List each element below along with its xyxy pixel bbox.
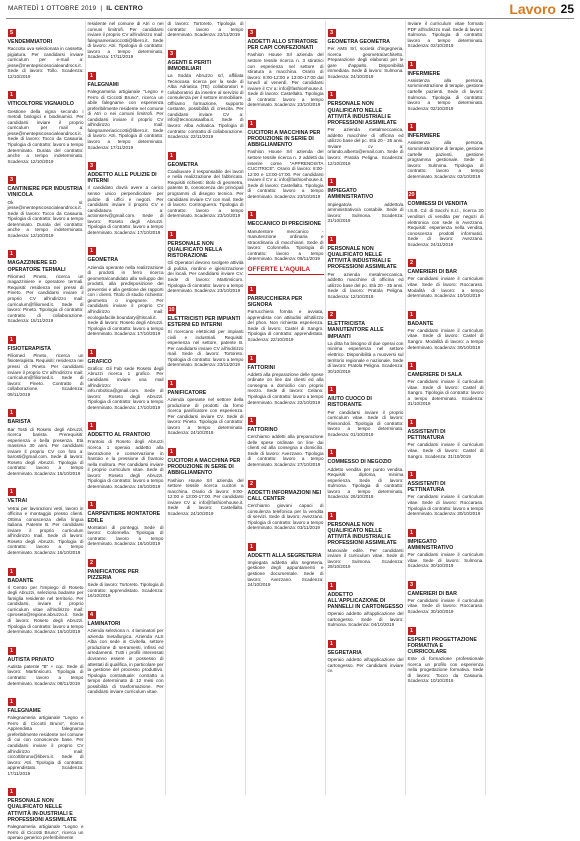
- listing-body: Fashion House Srl azienda del settore tessile ricerca n. 3 stiratrici con esperienza nel settore di stiratura a macchina. Orario di lavoro: 8:00-12:00 e 13:00-17:00 dal lunedì al venerdì. Per candidarsi inviare il CV a: info@fashionhouse.it. Sede di lavoro: Castellalto. Tipologia di contratto: lavoro a tempo determinato. Scadenza: 23/10/2019: [247, 52, 324, 108]
- listing-title: MAGAZZINIERE ED OPERATORE TERMALI: [7, 260, 66, 273]
- listing-body: residente nel comune di Atri o nei comuni limitrofi. Per candidarsi inviare il proprio CV all'indirizzo mail: falegnameriaciccotti@libero.it. Sede di lavoro: Atri. Tipologia di contratto: lavoro a tempo determinato. Scadenza: 17/11/2019: [87, 21, 164, 60]
- listing-title: MECCANICO DI PRECISIONE: [247, 221, 322, 228]
- listing-title: PERSONALE NON QUALIFICATO NELLE ATTIVITÀ IN-DUSTRIALI E PROFESSIONI ASSIMILATE: [7, 798, 77, 823]
- listing-title: ELETTRICISTI PER IMPIANTI ESTERNI ED INTERNI: [167, 315, 241, 328]
- job-listing: [8, 168, 84, 238]
- listing-title: FALEGNAMI: [87, 81, 119, 88]
- job-listing: [168, 144, 244, 219]
- listing-body: Raccolta uva selezionata in cassette, pigiatura. Per candidarsi inviare curriculum per e-mail a: jesse@mentepsicosocialeandrocs.it. Sede di lavoro: Tollo. Scadenza: 12/10/2019: [7, 46, 84, 79]
- listing-columns: [6, 21, 574, 841]
- listing-body: Per AMS Srl, società d'ingegneria, ricerca geometra/architetto. Preparazione degli elaborati per le gare d'appalto. Disponibilità immediata. Sede di lavoro: Sulmona. Scadenza: 24/10/2019: [327, 46, 404, 79]
- listing-title: INFERMIERE: [407, 70, 441, 77]
- listing-count: 1: [328, 236, 336, 244]
- job-listing: [408, 463, 484, 517]
- listing-count: 3: [8, 176, 16, 184]
- listing-count: 1: [328, 640, 336, 648]
- job-listing: [8, 83, 84, 164]
- listing-body: Montatori di ponteggi. Sede di lavoro: Colonnella. Tipologia di contratto: lavoro a tempo determinato. Scadenza: 16/10/2019: [87, 524, 164, 547]
- listing-title: FISIOTERAPISTA: [7, 345, 51, 352]
- listing-body: Falegnameria artigianale "Legno e Ferro di Ciccotti Bruno", ricerca un operaio generico preferibilmente: [7, 824, 84, 841]
- listing-count: 1: [88, 72, 96, 80]
- job-listing: [328, 504, 404, 570]
- listing-body: Fashion House Srl azienda del settore tessile ricerca cucitori a macchina. Orario di lavoro: 8:00-12:00 e 13:00-17:00. Per candidarsi inviare CV a: info@fashionhouse.it. Sede di lavoro: Castellalto. Scadenza: 24/10/2019: [167, 477, 244, 516]
- listing-title: ADDETTO ALL'APPLICAZIONE DI PANNELLI IN CARTONGESSO: [327, 591, 404, 611]
- listing-title: GRAFICO: [87, 358, 112, 365]
- column-3: [166, 21, 246, 795]
- listing-count: 1: [8, 788, 16, 796]
- listing-title: FALEGNAME: [7, 708, 41, 715]
- listing-body: Autista patente "B" + cqc. Sede di lavoro: Martinsicuro. Tipologia di contratto: lavoro a tempo determinato. Scadenza: 08/11/2019: [7, 663, 84, 686]
- listing-count: 1: [408, 471, 416, 479]
- job-listing: [248, 203, 324, 261]
- job-listing: [168, 21, 244, 38]
- listing-title: PANIFICATORE: [167, 389, 207, 396]
- listing-title: AUTISTA PRIVATO: [7, 656, 54, 663]
- listing-count: 1: [328, 386, 336, 394]
- listing-body: Sede di lavoro: Tortoreto. Tipologia di contratto: apprendistato. Scadenza: 16/10/2019: [87, 582, 164, 599]
- listing-body: Per candidarsi inviare il curriculum vitae. Sede di lavoro: Castel di Sangro. Modalità di lavoro: a tempo determinato. Scadenza: 30/10/2019: [407, 327, 484, 350]
- listing-body: Per candidarsi inviare il curriculum vitae. Sede di lavoro: Roccaraso. Scadenza: 30/10/2019: [407, 597, 484, 614]
- listing-title: ADDETTO ALLE PULIZIE DI INTERNI: [87, 172, 157, 185]
- job-listing: [408, 21, 484, 49]
- listing-body: Per candidarsi inviare il curriculum vitae. Sede di lavoro: Sulmona. Scadenza: 30/10/2019: [407, 552, 484, 569]
- job-listing: [248, 409, 324, 467]
- listing-body: Per candidarsi inviare il proprio curriculum vitae. Sede di lavoro: Rivisondoli. Tipologia di contratto: lavoro a tempo determinato. Scadenza: 01/10/2019: [327, 409, 404, 437]
- listing-count: 1: [248, 355, 256, 363]
- listing-body: Per candidarsi inviare il curriculum vitae. Sede di lavoro: Castel di Sangro. Scadenza: 31/10/2019: [407, 442, 484, 459]
- listing-count: 2: [408, 259, 416, 267]
- header-date: MARTEDÌ 1 OTTOBRE 2019: [8, 5, 97, 12]
- listing-title: SEGRETARIA: [327, 650, 362, 657]
- listing-title: VENDEMMIATORI: [7, 39, 53, 45]
- job-listing: [168, 42, 244, 140]
- job-listing: [328, 441, 404, 499]
- listing-title: COMMESSI DI VENDITA: [407, 201, 468, 208]
- job-listing: [408, 521, 484, 569]
- listing-title: ADDETTI INFORMAZIONI NEI CALL CENTER: [247, 489, 322, 502]
- listing-count: 1: [168, 231, 176, 239]
- listing-title: CAMERIERI DI BAR: [407, 269, 457, 276]
- job-listing: [408, 303, 484, 350]
- job-listing: [408, 619, 484, 684]
- job-listing: [408, 115, 484, 179]
- listing-count: 5: [8, 29, 16, 37]
- listing-body: Vetrai per lavorazioni vetri, lavoro in officina e montaggio presso clienti. Ottima conoscenza della lingua italiana. Patente B. Per candidarsi inviare il proprio curriculum all'indirizzo mail. Sede di lavoro: Roseto degli Abruzzi. Tipologia di contratto: lavoro a tempo determinato. Scadenza: 16/10/2019: [7, 505, 84, 555]
- listing-body: Manutentore meccanico - manutenzione ordinaria e straordinaria di macchinari. Sede di lavoro: Colonnella. Tipologia di contratto: lavoro a tempo determinato. Scadenza: 09/11/2019: [247, 228, 324, 262]
- job-listing: [328, 21, 404, 79]
- listing-title: ADDETTI ALLO STIRATORE PER CAPI CONFEZIONATI: [247, 39, 318, 52]
- job-listing: [248, 278, 324, 343]
- listing-count: 1: [8, 409, 16, 417]
- listing-body: Per candidarsi inviare il curriculum vitae. Sede di lavoro: Castel di Sangro. Tipologia di contratto: lavoro a tempo determinato. Scadenza: 31/10/2019: [407, 379, 484, 407]
- listing-body: Azienda operante nel settore della produzione di prodotti da forno ricerca panificatore con esperienza. Per candidarsi inviare CV. Sede di lavoro: Pineto. Tipologia di contratto: lavoro a tempo determinato. Scadenza: 24/10/2019: [167, 397, 244, 436]
- listing-body: La Sodda Abruzzo srl, affiliata Tecnocasa ricerca per la sede di Alba Adriatica (TE) collaboratori e collaboratrici da inserire al servizio di consulenza per il settore immobiliare. Offriamo formazione, supporto costante, possibilità di crescita. Per candidarsi inviare CV a: info@tecnocasaalba.it. Sede di lavoro: Alba Adriatica. Tipologia di contratto: contratto di collaborazione. Scadenza: 22/11/2019: [167, 73, 244, 140]
- column-2: [86, 21, 166, 795]
- listing-count: 2: [88, 559, 96, 567]
- listing-title: PERSONALE NON QUALIFICATO NELLE ATTIVITÀ INDUSTRIALI E PROFESSIONI ASSIMILATE: [327, 245, 397, 271]
- listing-body: Falegnameria artigianale "Legno e Ferro di Ciccotti Bruno", ricerca Apprendista falegname preferibilmente residente nel comune di cui con conoscenze base. Per candidarsi inviare il proprio CV all'indirizzo mail: ciccottibruno@libero.it. Sede di lavoro: Atri. Tipologia di contratto: apprendistato. Scadenza: 17/11/2019: [7, 715, 84, 776]
- listing-count: 1: [8, 568, 16, 576]
- job-listing: [408, 354, 484, 407]
- job-listing: [328, 632, 404, 674]
- listing-count: 1: [168, 152, 176, 160]
- listing-body: Manovale edile. Per candidarsi inviare il curriculum vitae. Sede di lavoro: Sulmona. Scadenza: 29/10/2019: [327, 547, 404, 570]
- listing-count: 3: [408, 581, 416, 589]
- listing-count: 1: [248, 120, 256, 128]
- listing-body: Parrucchiera fornita e avviata, apprendista con attitudini all'utilizzo del phon. Non richiesta esperienza. Sede di lavoro: Castel di Sangro. Tipologia di contratto: apprendistato. Scadenza: 22/10/2019: [247, 309, 324, 343]
- listing-count: 4: [88, 611, 96, 619]
- page-number: 25: [560, 2, 574, 16]
- page-header: [0, 0, 580, 18]
- job-listing: [88, 64, 164, 150]
- listing-body: Filiomed Pineto, ricerca un magazziniere e operatore termali. Requisiti: residenza nei pressi di Pineto. Per candidarsi inviare il proprio CV all'indirizzo mail: curriculum@filiomed.it. Sede di lavoro: Pineto. Tipologia di contratto: contratto di collaborazione. Scadenza: 15/11/2019: [7, 273, 84, 324]
- listing-count: 1: [88, 247, 96, 255]
- listing-count: 3: [88, 162, 96, 170]
- listing-count: 3: [248, 29, 256, 37]
- listing-count: 1: [248, 286, 256, 294]
- listing-title: ADDETTI ALLA SEGRETERIA: [247, 552, 322, 559]
- listing-title: AGENTI E PERITI IMMOBILIARI: [167, 59, 212, 72]
- listing-count: 3: [328, 29, 336, 37]
- listing-body: Fashion House Srl azienda del settore tessile ricerca n. 2 addetti da inserire come "APPRENDISTA CUCITRICE". Orario di lavoro: 8:00-12:00 e 13:00-17:00. Per candidarsi inviare il CV a: info@fashionhouse.it. Sede di lavoro: Castellalto. Tipologia di contratto: lavoro a tempo determinato. Scadenza: 23/10/2019: [247, 149, 324, 199]
- job-listing: [88, 414, 164, 489]
- listing-body: Si ricercano elettricisti per impianti civili e industriali. Requisiti: esperienza nel settore, patente B. Per candidarsi inviare CV all'indirizzo mail. Sede di lavoro: Tortoreto. Tipologia di contratto: lavoro a tempo determinato. Scadenza: 23/11/2019: [167, 329, 244, 368]
- listing-body: Coadiuvare il responsabile dei lavori e nella realizzazione del fabbricato. Requisiti richiesti: titolo di geometra, patente B, conoscenza dei principali programmi di disegno tecnico. Per candidarsi inviare CV con mail. Sede di lavoro: Controguerra. Tipologia di contratto: lavoro a tempo determinato. Scadenza: 23/10/2019: [167, 168, 244, 219]
- job-listing: [248, 347, 324, 405]
- listing-title: CAMERIERI DI BAR: [407, 590, 457, 597]
- header-rule: [6, 18, 574, 19]
- job-listing: [8, 639, 84, 686]
- header-meta: MARTEDÌ 1 OTTOBRE 2019 | IL CENTRO: [8, 5, 143, 12]
- listing-count: 1: [328, 582, 336, 590]
- listing-body: Ok si: jesse@mentepsicosocialeandrocs.it. Sede di lavoro: Tocco da Casauria. Tipologia di contratto: lavoro a tempo determinato. Durata del contratto: anche a tempo indeterminato. Scadenza: 12/10/2019: [7, 199, 84, 238]
- listing-title: CUCITORI A MACCHINA PER PRODUZIONE IN SERIE DI ABBIGLIAMENTO: [247, 129, 321, 149]
- listing-title: IMPIEGATO AMMINISTRATIVO: [407, 538, 454, 551]
- listing-title: PERSONALE NON QUALIFICATO NELLE ATTIVITÀ INDUSTRIALI E PROFESSIONI ASSIMILATE: [327, 101, 397, 127]
- listing-title: CARPENTIERE MONTATORE EDILE: [87, 511, 161, 524]
- listing-body: Assistenza alla persona, somministrazione di terapie, gestione cartelle pazienti. Sede di lavoro: Sulmona. Tipologia di contratto: lavoro a tempo determinato. Scadenza: 02/10/2019: [407, 77, 484, 111]
- job-listing: [328, 83, 404, 166]
- column-4: [246, 21, 326, 795]
- listing-count: 1: [408, 61, 416, 69]
- listing-count: 1: [248, 211, 256, 219]
- job-listing: [328, 170, 404, 224]
- header-paper: IL CENTRO: [106, 5, 143, 12]
- listing-count: 1: [8, 250, 16, 258]
- job-listing: [88, 21, 164, 60]
- listing-title: VITICOLTORE VIGNAIOLO: [7, 101, 74, 108]
- listing-count: 1: [8, 647, 16, 655]
- section-title: Lavoro: [509, 1, 556, 17]
- listing-body: Frantoio di Roseto degli Abruzzi ricerca 1 operaio addetto alla lavorazione e conservazione in frantoio e la pressione di frantoio nella molitura. Per candidarsi inviare il proprio curriculum vitae. Sede di lavoro: Roseto degli Abruzzi. Tipologia di contratto: lavoro a tempo determinato. Scadenza: 16/10/2019: [87, 439, 164, 489]
- listing-body: Per azienda metalmeccanica, addetto macchine di officina ed utilizzo base del pc. Età 20 - 35 anni. Inviare cv a: orlando.alberto@email.com. Sede di lavoro: Pratola Peligna. Scadenza: 12/10/2019: [327, 127, 404, 166]
- listing-body: Il Centro per l'Impiego di Roseto degli Abruzzi, seleziona badante per famiglia residente nel territorio. Per candidarsi, inviare il proprio curriculum vitae all'indirizzo mail: cpiroseto@regione.abruzzo.it. Sede di lavoro: Roseto degli Abruzzi. Tipologia di contratto: lavoro a tempo determinato. Scadenza: 16/10/2019: [7, 584, 84, 635]
- job-listing: [168, 372, 244, 436]
- listing-body: Falegnameria artigianale "Legno e Ferro di Ciccotti Bruno", ricerca un abile falegname con esperienza preferibilmente residente nel comune di Atri o nei comuni limitrofi. Per candidarsi inviare il proprio CV all'indirizzo mail: falegnameriaciccotti@libero.it. Sede di lavoro: Atri. Tipologia di contratto: lavoro a tempo determinato. Scadenza: 17/11/2019: [87, 89, 164, 150]
- listing-count: 1: [88, 501, 96, 509]
- listing-title: CAMERIERE DI SALA: [407, 372, 462, 379]
- listing-body: Gli Operatori devono svolgere attività di pulizia, riordino e igienizzazione dei locali. Per candidarsi inviare CV. Sede di lavoro: Martinsicuro. Tipologia di contratto: lavoro a tempo determinato. Scadenza: 23/10/2019: [167, 260, 244, 294]
- listing-body: Grafico: Gli Fab sede Roseto degli Abruzzi ricerca 1 grafico. Per candidarsi inviare una mail all'indirizzo: info.robotica@gmail.com. Sede di lavoro: Roseto degli Abruzzi. Tipologia di contratto: lavoro a tempo determinato. Scadenza: 17/10/2019: [87, 365, 164, 410]
- listing-title: BARISTA: [7, 419, 31, 426]
- job-listing: [408, 53, 484, 111]
- listing-body: Cerchiamo giovani capaci di consulenza telefonica per la vendita di servizi. Sede di lavoro: Avezzano. Tipologia di contratto: lavoro a tempo determinato. Scadenza: 03/11/2019: [247, 502, 324, 531]
- listing-count: 2: [328, 311, 336, 319]
- job-listing: [328, 378, 404, 437]
- listing-count: 1: [88, 349, 96, 357]
- listing-count: 3: [168, 50, 176, 58]
- listing-body: di lavoro: Tortoreto. Tipologia di contratto: lavoro a tempo determinato. Scadenza: 22/11/2019: [167, 21, 244, 38]
- listing-title: INFERMIERE: [407, 133, 441, 140]
- listing-count: 1: [408, 419, 416, 427]
- listing-title: LAMINATORI: [87, 621, 121, 628]
- listing-body: Bar Tosti di Roseto degli Abruzzi, ricerca barista. Prerequisiti: esperienza e bella presenza. Età massima 30 anni. Per candidarsi inviare il proprio CV con foto a: barosti@gmail.com. Sede di lavoro: Roseto degli Abruzzi. Tipologia di contratto: lavoro a tempo determinato. Scadenza: 15/10/2019: [7, 426, 84, 476]
- listing-count: 1: [8, 488, 16, 496]
- job-listing: [88, 154, 164, 235]
- job-listing: [88, 603, 164, 695]
- job-listing: [88, 239, 164, 336]
- job-listing: [88, 493, 164, 547]
- listing-title: GEOMETRA GEOMETRA: [327, 39, 390, 45]
- listing-count: 1: [408, 362, 416, 370]
- listing-count: 1: [168, 380, 176, 388]
- listing-body: Impiegata addetta alla segreteria, gestione degli appuntamenti e gestione documentale. Sede di lavoro: Avezzano. Scadenza: 24/10/2019: [247, 559, 324, 588]
- job-listing: [168, 440, 244, 516]
- job-listing: [88, 551, 164, 599]
- listing-title: PERSONALE NON QUALIFICATO NELLA RISTORAZIONE: [167, 240, 223, 260]
- listing-count: 1: [168, 448, 176, 456]
- job-listing: [8, 401, 84, 476]
- listing-body: Azienda seleziona n. 4 laminatori per azienda metallurgica. Azienda ALS Alba con sede in Civitella, settore produzione di serramenti, infissi ed arredamenti. Tutti i profili interessati dovranno essere in possesso di attestati di qualifica, in particolare per la gestione del processo produttivo. Tipologia contrattuale: contratto a tempo determinato di 12 mesi con possibilità di trasformazione. Per candidarsi inviare curriculum vitae.: [87, 628, 164, 695]
- listing-count: 1: [248, 417, 256, 425]
- job-listing: [408, 411, 484, 459]
- listing-title: PARRUCCHIERA PER SIGNORA: [247, 295, 303, 309]
- listing-count: 1: [408, 123, 416, 131]
- job-listing: [8, 480, 84, 555]
- listing-title: VETRAI: [7, 498, 27, 505]
- listing-body: Azienda operante nella realizzazione di prodotti in ferro ricerca geometra/candidato alla sviluppo dei prodotti, alla predisposizione dei preventivi e alla gestione dei rapporti con i clienti. Titolo di studio richiesto: geometra o ingegnere. Per candidarsi inviare il proprio CV all'indirizzo mail: ecologiafacile.boundary@tiscali.it. Sede di lavoro: Roseto degli Abruzzi. Tipologia di contratto: lavoro a tempo determinato. Scadenza: 17/10/2019: [87, 264, 164, 337]
- listing-body: I.S.B. Cd. di Sacchi S.r.l., ricerca 20 venditori di vendita per negozi di elettronica con sede in Avezzano. Requisiti: esperienza nella vendita, conoscenza prodotti informatici. Sede di lavoro: Avezzano. Scadenza: 24/11/2019: [407, 208, 484, 247]
- listing-body: Per candidarsi inviare il curriculum vitae. Sede di lavoro: Roccaraso. Modalità di lavoro: a tempo determinato. Scadenza: 10/10/2019: [407, 276, 484, 299]
- job-listing: [408, 573, 484, 615]
- job-listing: [328, 574, 404, 628]
- listing-body: Inviare il curriculum vitae formato PDF all'indirizzo mail. Sede di lavoro: Sulmona. Tipologia di contratto: lavoro a tempo determinato. Scadenza: 02/10/2019: [407, 21, 484, 49]
- listing-count: 1: [408, 627, 416, 635]
- job-listing: [8, 780, 84, 840]
- listing-body: Assistenza alla persona, somministrazione di terapie, gestione cartelle pazienti, gestione programma gestionale. Sede di lavoro: Sulmona. Tipologia di contratto: lavoro a tempo determinato. Scadenza: 02/10/2019: [407, 140, 484, 179]
- listing-title: FATTORINI: [247, 364, 275, 371]
- column-7: [486, 21, 566, 795]
- listing-title: PANIFICATORE PER PIZZERIA: [87, 568, 139, 582]
- column-5: [326, 21, 406, 795]
- column-1: [6, 21, 86, 841]
- listing-count: 20: [408, 192, 415, 199]
- job-listing: [248, 472, 324, 531]
- listing-body: Operaio addetto all'applicazione del cartongesso. Sede di lavoro: Sulmona. Scadenza: 04/10/2019: [327, 611, 404, 628]
- listing-title: ASSISTENTI DI PETTINATURA: [407, 481, 446, 494]
- listing-count: 1: [408, 311, 416, 319]
- listing-body: Impiegato/a addetto/a amministrativo/a contabile. Sede di lavoro: Sulmona. Scadenza: 31/10/2019: [327, 201, 404, 224]
- listing-body: Filiomed Pineto, ricerca un fisioterapista. Requisiti: residenza nei pressi di Pineto. Per candidarsi inviare il proprio CV all'indirizzo mail: curriculum@filiomed.it. Sede di lavoro: Pineto. Contratto di collaborazione. Scadenza: 09/11/2019: [7, 352, 84, 397]
- listing-count: 1: [8, 336, 16, 344]
- job-listing: [8, 328, 84, 398]
- region-banner: OFFERTE L'AQUILA: [248, 266, 324, 275]
- job-listing: [88, 341, 164, 411]
- listing-body: Addetti alla preparazione delle spese ordinate on line dai clienti ed alla consegna a domicilio con proprio mezzo. Sede di lavoro: Celano. Tipologia di contratto: lavoro a tempo determinato. Scadenza: 22/10/2019: [247, 371, 324, 405]
- listing-body: Cerchiamo addetti alla preparazione delle spese ordinate on line dai clienti ed alla consegna a domicilio. Sede di lavoro: Avezzano. Tipologia di contratto: lavoro a tempo determinato. Scadenza: 27/10/2019: [247, 434, 324, 467]
- listing-body: Per candidarsi inviare il curriculum vitae. Sede di lavoro: Roccaraso. Tipologia di contratto: lavoro a tempo determinato. Scadenza: 30/10/2019: [407, 494, 484, 517]
- listing-body: La ditta ha bisogno di due operai con minima esperienza nel settore elettrico. Disponibilità a muoversi sul territorio regionale e nazionale. Sede di lavoro: Pratola Peligna. Scadenza: 30/10/2019: [327, 340, 404, 374]
- listing-count: 1: [328, 91, 336, 99]
- job-listing: [248, 21, 324, 108]
- listing-title: AIUTO CUOCO DI RISTORANTE: [327, 396, 372, 409]
- listing-count: 1: [328, 512, 336, 520]
- listing-body: Gestione della vigna secondo i metodi biologici e biodinamici. Per candidarsi inviare il proprio curriculum per mail a: jesse@mentepsicosocialeandrocs.it. Sede di lavoro: Tocco da Casauria. Tipologia di contratto: lavoro a tempo determinato. Durata del contratto: anche a tempo indeterminato. Scadenza: 12/10/2019: [7, 108, 84, 164]
- listing-body: Il candidato dovrà avere a carico senso unico perpendicolare per pulizie di uffici e negozi. Per candidarsi inviare il proprio CV e candidatura a: actionserv@gmail.com. Sede di lavoro: Roseto degli Abruzzi. Tipologia di contratto: lavoro a tempo determinato. Scadenza: 17/10/2019: [87, 185, 164, 235]
- listing-count: 1: [408, 529, 416, 537]
- listing-count: 1: [8, 91, 16, 99]
- listing-count: 2: [248, 480, 256, 488]
- listing-count: 1: [328, 178, 336, 186]
- listing-title: CANTINIERE PER INDUSTRIA VINICOLA: [7, 186, 83, 199]
- listing-title: BADANTE: [407, 320, 434, 327]
- listing-count: 1: [8, 698, 16, 706]
- listing-body: Per azienda metalmeccanica, addetto macchine di officina ed utilizzo base del pc. Età 20 - 35 anni. Sede di lavoro: Pratola Peligna. Scadenza: 12/10/2019: [327, 271, 404, 299]
- listing-body: Addetto vendita per punto vendita. Requisiti: diploma, minima esperienza. Sede di lavoro: Sulmona. Tipologia di contratto: lavoro a tempo determinato. Scadenza: 26/10/2019: [327, 466, 404, 500]
- listing-title: BADANTE: [7, 577, 34, 584]
- listing-title: PERSONALE NON QUALIFICATO NELLE ATTIVITÀ INDUSTRIALI E PROFESSIONI ASSIMILATE: [327, 521, 397, 547]
- job-listing: [8, 560, 84, 635]
- listing-title: GEOMETRA: [87, 257, 119, 264]
- job-listing: [248, 112, 324, 200]
- job-listing: [408, 251, 484, 298]
- listing-title: ASSISTENTI DI PETTINATURA: [407, 429, 446, 442]
- job-listing: [8, 690, 84, 776]
- job-listing: [168, 298, 244, 368]
- job-listing: [328, 303, 404, 374]
- listing-count: 1: [88, 422, 96, 430]
- listing-title: ESPERTI PROGETTAZIONE FORMATIVA E CURRICOLARE: [407, 636, 477, 655]
- job-listing: [8, 21, 84, 79]
- job-listing: [328, 228, 404, 300]
- listing-title: FATTORINO: [247, 427, 278, 434]
- job-listing: [408, 183, 484, 247]
- listing-title: COMMESSO DI NEGOZIO: [327, 459, 392, 466]
- listing-title: ADDETTO AL FRANTOIO: [87, 432, 151, 439]
- listing-title: IMPIEGATO AMMINISTRATIVO: [327, 188, 374, 201]
- job-listing: [168, 223, 244, 294]
- listing-title: GEOMETRA: [167, 161, 199, 168]
- job-listing: [248, 535, 324, 588]
- listing-count: 1: [248, 543, 256, 551]
- listing-title: ELETTRICISTA MANUTENTORE ALLE IMPIANTI: [327, 321, 384, 340]
- column-6: [406, 21, 486, 795]
- listing-title: CUCITORI A MACCHINA PER PRODUZIONE IN SERIE DI ABBIGLIAMENTO: [167, 457, 241, 477]
- listing-body: Ente di formazione professionale ricerca un profilo con esperienza nella progettazione formativa. Sede di lavoro: Tocco da Casauria. Scadenza: 10/10/2019: [407, 656, 484, 684]
- listing-count: 10: [168, 306, 175, 313]
- listing-body: Operaio addetto all'applicazione del cartongesso. Per candidarsi inviare cv.: [327, 657, 404, 674]
- listing-count: 1: [328, 449, 336, 457]
- job-listing: [8, 242, 84, 323]
